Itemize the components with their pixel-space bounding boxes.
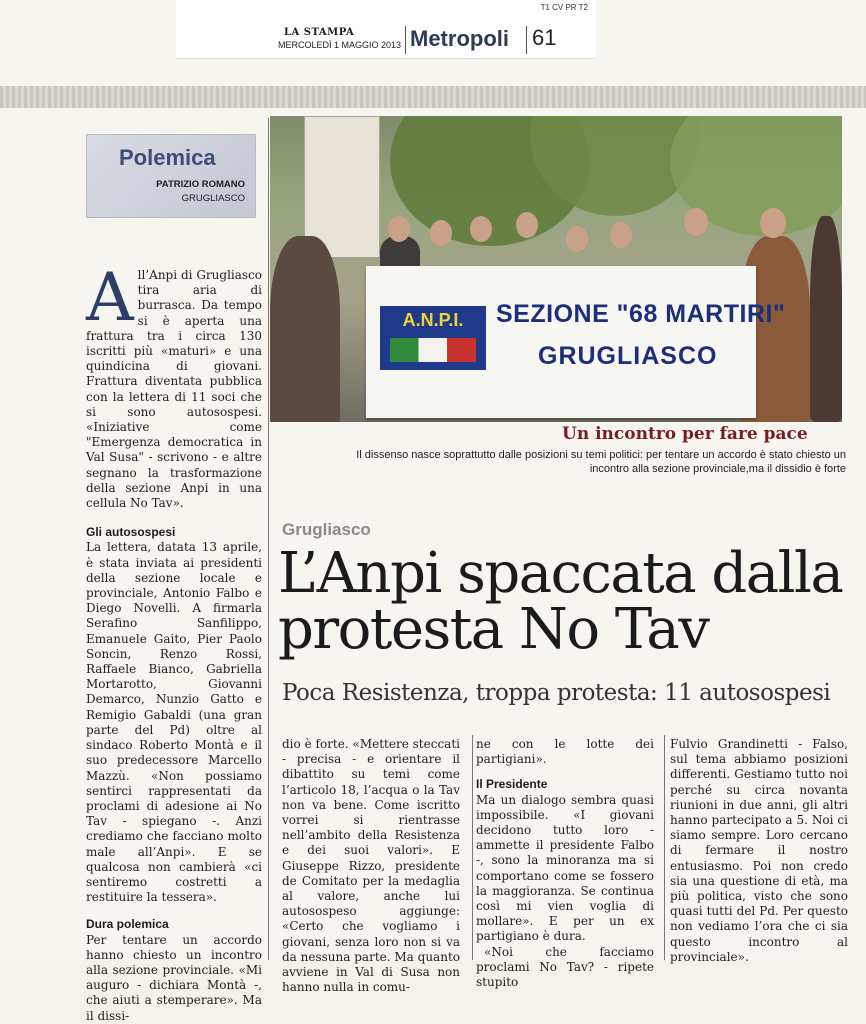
column-rule — [472, 735, 473, 960]
article-lead — [86, 259, 262, 1024]
author-name: PATRIZIO ROMANO — [156, 179, 245, 190]
edition-code: T1 CV PR T2 — [540, 3, 588, 12]
newspaper-brand: LA STAMPA — [284, 27, 355, 38]
column-4 — [670, 737, 848, 965]
subheading-presidente: Il Presidente — [476, 777, 548, 792]
anpi-logo-text: A.N.P.I. — [402, 310, 464, 330]
column-2-text: dio è forte. «Mettere steccati - precisa - e orientare il dibattito su temi come l’articolo 18, l’acqua o la Tav non va bene. Come iscritto vorrei si rientrasse nell’ambito della Resistenza e dei suoi valori». E Giuseppe Rizzo, presidente de Comitato per la medaglia al valore, anche lui autosospeso aggiunge: «Certo che vogliamo i giovani, senza loro non si va da nessuna parte. Ma quanto avviene in Val di Susa non hanno nulla in comu- — [282, 737, 460, 995]
column-3-text: Ma un dialogo sembra quasi impossibile. «I giovani decidono tutto loro - ammette il presidente Falbo -, sono la minoranza ma si comportano come se fossero la maggioranza. Se continua così mi vien voglia di mollare». E per un ex partigiano è dura. — [476, 792, 654, 944]
section-name: Metropoli — [410, 26, 509, 51]
issue-date: MERCOLEDÌ 1 MAGGIO 2013 — [278, 40, 402, 50]
caption-text: Il dissenso nasce soprattutto dalle posizioni su temi politici: per tentare un accordo è stato chiesto un incontro alla sezione provinciale,ma il dissidio è forte — [356, 449, 846, 475]
article-subhead: Poca Resistenza, troppa protesta: 11 autosospesi — [282, 680, 831, 706]
caption-title: Un incontro per fare pace — [562, 424, 808, 444]
column-rule — [664, 735, 665, 960]
drop-cap: A — [86, 259, 134, 336]
paragraph-accordo: Per tentare un accordo hanno chiesto un incontro alla sezione provinciale. «Mi auguro - dichiara Montà -, che aiuti a stemperare». Ma il dissi- — [86, 932, 262, 1023]
column-3-top: ne con le lotte dei partigiani». — [476, 737, 654, 767]
masthead — [176, 0, 596, 59]
article-kicker: Grugliasco — [282, 520, 371, 539]
subheading-polemica: Dura polemica — [86, 917, 169, 932]
subheading-autosospesi: Gli autosospesi — [86, 525, 176, 540]
left-column — [80, 118, 269, 1023]
label-title: Polemica — [119, 145, 216, 170]
label-box — [86, 134, 256, 218]
column-4-text: Fulvio Grandinetti - Falso, sul tema abbiamo posizioni differenti. Gestiamo tutto noi perché su circa novanta riunioni in due anni, gli altri hanno partecipato a 5. Noi ci siamo sempre. Loro cercano di fermare il nostro entusiasmo. Poi non credo sia una questione di età, ma più politica, visto che sono quasi tutti del Pd. Per questo non vediamo l’ora che ci sia questo incontro al provinciale». — [670, 737, 848, 964]
anpi-logo — [380, 306, 486, 370]
tricolor-flag-icon — [390, 338, 476, 362]
decorative-band — [0, 86, 866, 108]
anpi-banner — [366, 266, 786, 418]
column-3 — [476, 737, 654, 990]
banner-line-2: GRUGLIASCO — [538, 342, 718, 370]
lead-text: ll’Anpi di Grugliasco tira aria di burrasca. Da tempo si è aperta una frattura tra i circa 130 iscritti più «maturi» e una quindicina di giovani. Frattura diventata pubblica con la lettera di 11 soci che si sono autosospesi. «Iniziative come "Emergenza democratica in Val Susa" - scrivono - e altre segnano la trasformazione della sezione Anpi in una cellula No Tav». — [86, 268, 262, 511]
banner-line-1: SEZIONE "68 MARTIRI" — [496, 300, 786, 328]
divider — [526, 26, 527, 54]
column-3-continued: «Noi che facciamo proclami No Tav? - ripete stupito — [476, 944, 654, 990]
column-2 — [282, 737, 460, 995]
article-headline: L’Anpi spaccata dalla protesta No Tav — [278, 541, 843, 662]
divider — [405, 26, 406, 54]
news-photo — [270, 116, 842, 422]
author-place: GRUGLIASCO — [181, 193, 245, 204]
page-number: 61 — [532, 25, 557, 50]
paragraph-lettera: La lettera, datata 13 aprile, è stata inviata ai presidenti della sezione locale e provinciale, Antonio Falbo e Diego Novelli. A firmarla Serafino Sanfilippo, Emanuele Gaito, Pier Paolo Soncin, Renzo Rossi, Raffaele Bianco, Gabriella Mortarotto, Giovanni Demarco, Nunzio Gatto e Remigio Gabaldi (una gran parte del Pd) oltre al sindaco Roberto Montà e il suo predecessore Marcello Mazzù. «Non possiamo sentirci rappresentati da proclami di adesione ai No Tav - spiegano -. Anzi crediamo che facciano molto male all’Anpi». E se qualcosa non cambierà «ci sentiremo costretti a restituire la tessera». — [86, 540, 262, 905]
